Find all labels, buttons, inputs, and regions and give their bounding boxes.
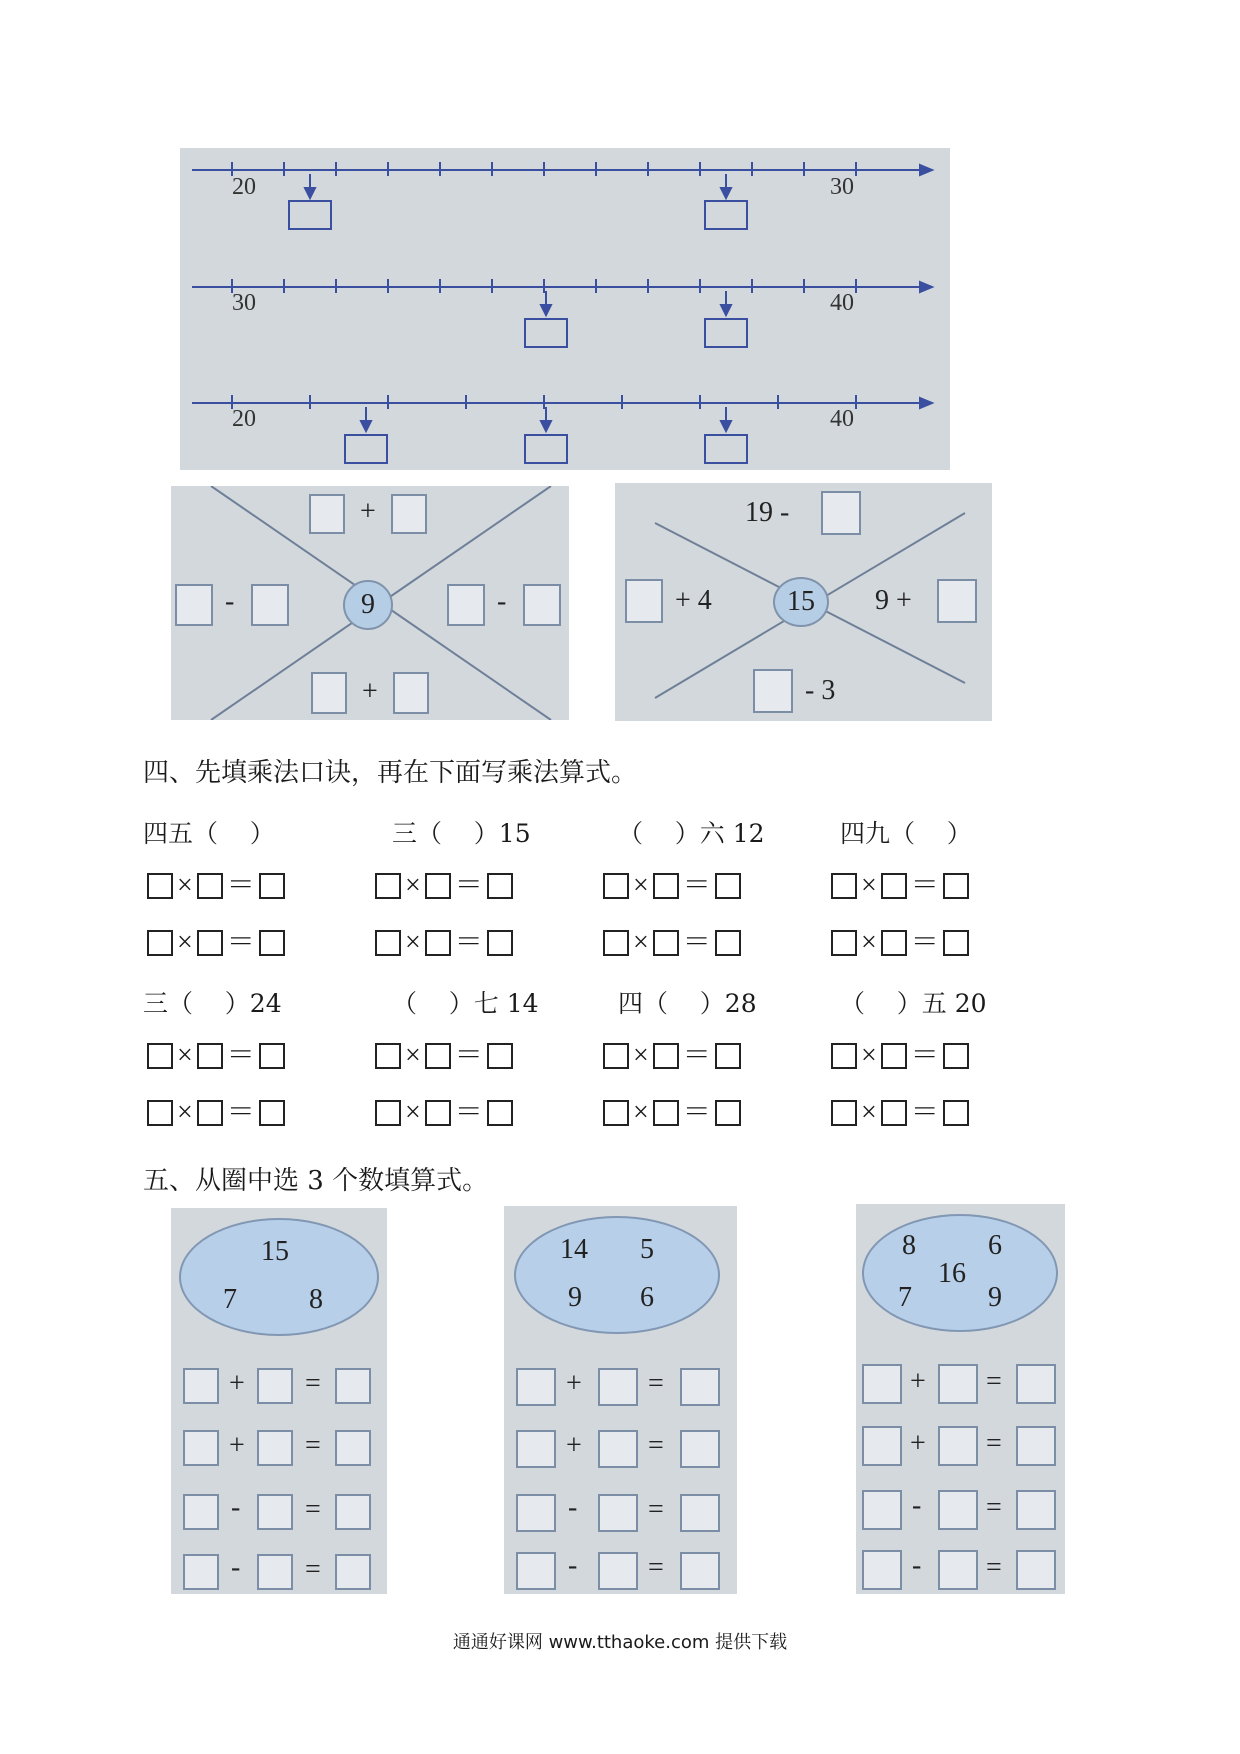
- answer-box[interactable]: [862, 1550, 902, 1590]
- equals-sign: ＝: [226, 1040, 255, 1071]
- answer-box[interactable]: [680, 1494, 720, 1532]
- answer-box[interactable]: [259, 930, 285, 956]
- answer-box[interactable]: [393, 672, 429, 714]
- answer-box[interactable]: [375, 930, 401, 956]
- minus-sign: -: [231, 1492, 241, 1523]
- equals-sign: =: [305, 1430, 321, 1461]
- times-sign: ×: [405, 870, 421, 901]
- multiplication-rhyme-label: 三（ ）24: [143, 989, 282, 1018]
- answer-box[interactable]: [147, 873, 173, 899]
- times-sign: ×: [633, 1097, 649, 1128]
- multiplication-equation: [375, 927, 513, 958]
- answer-box[interactable]: [259, 1100, 285, 1126]
- answer-box[interactable]: [311, 672, 347, 714]
- answer-box[interactable]: [335, 1494, 371, 1530]
- equals-sign: ＝: [682, 927, 711, 958]
- oval-number: 7: [898, 1282, 912, 1313]
- multiplication-rhyme-label: 四（ ）28: [618, 989, 757, 1018]
- star-left-text: + 4: [675, 585, 712, 616]
- answer-box[interactable]: [183, 1494, 219, 1530]
- star-bottom-text: - 3: [805, 675, 836, 706]
- oval-number: 9: [988, 1282, 1002, 1313]
- answer-box[interactable]: [516, 1430, 556, 1468]
- answer-box[interactable]: [831, 873, 857, 899]
- answer-box[interactable]: [598, 1552, 638, 1590]
- answer-box[interactable]: [704, 200, 748, 230]
- answer-box[interactable]: [375, 1043, 401, 1069]
- answer-box[interactable]: [524, 434, 568, 464]
- answer-box[interactable]: [1016, 1550, 1056, 1590]
- multiplication-equation: [147, 927, 285, 958]
- answer-box[interactable]: [1016, 1426, 1056, 1466]
- equals-sign: ＝: [682, 870, 711, 901]
- times-sign: ×: [861, 1097, 877, 1128]
- plus-sign: +: [566, 1368, 582, 1399]
- answer-box[interactable]: [309, 494, 345, 534]
- minus-sign: -: [912, 1550, 922, 1581]
- answer-box[interactable]: [516, 1494, 556, 1532]
- answer-box[interactable]: [862, 1490, 902, 1530]
- minus-sign: -: [497, 586, 507, 617]
- oval-number: 9: [568, 1282, 582, 1313]
- answer-box[interactable]: [753, 669, 793, 713]
- answer-box[interactable]: [175, 584, 213, 626]
- multiplication-equation: [147, 870, 285, 901]
- answer-box[interactable]: [487, 1043, 513, 1069]
- equals-sign: ＝: [226, 1097, 255, 1128]
- answer-box[interactable]: [715, 930, 741, 956]
- answer-box[interactable]: [425, 1100, 451, 1126]
- answer-box[interactable]: [197, 1043, 223, 1069]
- answer-box[interactable]: [603, 1043, 629, 1069]
- equals-sign: ＝: [910, 1097, 939, 1128]
- times-sign: ×: [633, 870, 649, 901]
- oval-number: 6: [640, 1282, 654, 1313]
- answer-box[interactable]: [197, 1100, 223, 1126]
- answer-box[interactable]: [881, 1100, 907, 1126]
- answer-box[interactable]: [1016, 1490, 1056, 1530]
- equals-sign: =: [648, 1494, 664, 1525]
- answer-box[interactable]: [1016, 1364, 1056, 1404]
- multiplication-equation: [603, 927, 741, 958]
- times-sign: ×: [861, 1040, 877, 1071]
- multiplication-equation: [603, 1040, 741, 1071]
- times-sign: ×: [861, 870, 877, 901]
- times-sign: ×: [177, 870, 193, 901]
- answer-box[interactable]: [938, 1364, 978, 1404]
- answer-box[interactable]: [391, 494, 427, 534]
- answer-box[interactable]: [598, 1494, 638, 1532]
- plus-sign: +: [229, 1368, 245, 1399]
- times-sign: ×: [405, 927, 421, 958]
- equals-sign: =: [648, 1552, 664, 1583]
- star-panel-15: [615, 483, 992, 721]
- answer-box[interactable]: [653, 873, 679, 899]
- equals-sign: ＝: [454, 1040, 483, 1071]
- answer-box[interactable]: [680, 1552, 720, 1590]
- multiplication-equation: [831, 1040, 969, 1071]
- multiplication-equation: [831, 870, 969, 901]
- answer-box[interactable]: [147, 1043, 173, 1069]
- answer-box[interactable]: [447, 584, 485, 626]
- oval-number: 14: [560, 1234, 588, 1265]
- multiplication-equation: [603, 870, 741, 901]
- answer-box[interactable]: [147, 1100, 173, 1126]
- answer-box[interactable]: [516, 1552, 556, 1590]
- answer-box[interactable]: [598, 1368, 638, 1406]
- times-sign: ×: [633, 927, 649, 958]
- answer-box[interactable]: [603, 930, 629, 956]
- plus-sign: +: [362, 676, 378, 707]
- multiplication-equation: [831, 927, 969, 958]
- multiplication-equation: [375, 1040, 513, 1071]
- times-sign: ×: [405, 1040, 421, 1071]
- answer-box[interactable]: [375, 1100, 401, 1126]
- answer-box[interactable]: [704, 318, 748, 348]
- times-sign: ×: [177, 927, 193, 958]
- answer-box[interactable]: [938, 1426, 978, 1466]
- answer-box[interactable]: [524, 318, 568, 348]
- oval-number: 5: [640, 1234, 654, 1265]
- times-sign: ×: [405, 1097, 421, 1128]
- equals-sign: =: [305, 1554, 321, 1585]
- oval-number: 7: [223, 1284, 237, 1315]
- answer-box[interactable]: [183, 1368, 219, 1404]
- equals-sign: ＝: [226, 927, 255, 958]
- equals-sign: =: [648, 1430, 664, 1461]
- plus-sign: +: [910, 1428, 926, 1459]
- answer-box[interactable]: [943, 930, 969, 956]
- answer-box[interactable]: [938, 1490, 978, 1530]
- equals-sign: ＝: [910, 927, 939, 958]
- answer-box[interactable]: [147, 930, 173, 956]
- equals-sign: ＝: [226, 870, 255, 901]
- minus-sign: -: [231, 1552, 241, 1583]
- answer-box[interactable]: [183, 1554, 219, 1590]
- line1-start-label: 20: [232, 174, 256, 200]
- line3-end-label: 40: [830, 406, 854, 432]
- star-panel-9: [171, 486, 569, 720]
- answer-box[interactable]: [653, 1043, 679, 1069]
- multiplication-equation: [147, 1097, 285, 1128]
- number-set-panel-2: [504, 1206, 737, 1594]
- equals-sign: ＝: [454, 927, 483, 958]
- answer-box[interactable]: [257, 1494, 293, 1530]
- number-set-panel-3: [856, 1204, 1065, 1594]
- answer-box[interactable]: [487, 1100, 513, 1126]
- answer-box[interactable]: [603, 873, 629, 899]
- oval-number: 6: [988, 1230, 1002, 1261]
- minus-sign: -: [568, 1550, 578, 1581]
- answer-box[interactable]: [257, 1554, 293, 1590]
- minus-sign: -: [225, 586, 235, 617]
- answer-box[interactable]: [425, 1043, 451, 1069]
- answer-box[interactable]: [881, 930, 907, 956]
- equals-sign: ＝: [454, 1097, 483, 1128]
- multiplication-equation: [375, 870, 513, 901]
- number-oval: [514, 1216, 720, 1334]
- answer-box[interactable]: [335, 1368, 371, 1404]
- answer-box[interactable]: [831, 1043, 857, 1069]
- answer-box[interactable]: [881, 1043, 907, 1069]
- answer-box[interactable]: [487, 930, 513, 956]
- star-center-circle: 15: [773, 577, 829, 627]
- answer-box[interactable]: [862, 1364, 902, 1404]
- answer-box[interactable]: [943, 873, 969, 899]
- answer-box[interactable]: [425, 873, 451, 899]
- answer-box[interactable]: [335, 1430, 371, 1466]
- section4-heading: 四、先填乘法口诀，再在下面写乘法算式。: [143, 758, 638, 788]
- equals-sign: ＝: [682, 1097, 711, 1128]
- star-right-text: 9 +: [875, 585, 912, 616]
- times-sign: ×: [177, 1097, 193, 1128]
- answer-box[interactable]: [375, 873, 401, 899]
- multiplication-equation: [147, 1040, 285, 1071]
- section5-heading: 五、从圈中选 3 个数填算式。: [143, 1166, 489, 1196]
- minus-sign: -: [912, 1490, 922, 1521]
- equals-sign: ＝: [910, 870, 939, 901]
- plus-sign: +: [229, 1430, 245, 1461]
- answer-box[interactable]: [257, 1430, 293, 1466]
- oval-number: 8: [902, 1230, 916, 1261]
- line1-end-label: 30: [830, 174, 854, 200]
- multiplication-rhyme-label: （ ）六 12: [618, 819, 765, 848]
- equals-sign: =: [305, 1368, 321, 1399]
- line2-end-label: 40: [830, 290, 854, 316]
- footer-credit: 通通好课网 www.tthaoke.com 提供下载: [452, 1632, 788, 1653]
- answer-box[interactable]: [288, 200, 332, 230]
- answer-box[interactable]: [715, 1043, 741, 1069]
- times-sign: ×: [177, 1040, 193, 1071]
- answer-box[interactable]: [259, 1043, 285, 1069]
- answer-box[interactable]: [653, 930, 679, 956]
- minus-sign: -: [568, 1492, 578, 1523]
- equals-sign: =: [986, 1552, 1002, 1583]
- equals-sign: ＝: [682, 1040, 711, 1071]
- multiplication-equation: [375, 1097, 513, 1128]
- answer-box[interactable]: [603, 1100, 629, 1126]
- multiplication-rhyme-label: （ ）五 20: [840, 989, 987, 1018]
- answer-box[interactable]: [257, 1368, 293, 1404]
- line3-start-label: 20: [232, 406, 256, 432]
- multiplication-rhyme-label: 四九（ ）: [840, 819, 972, 848]
- answer-box[interactable]: [881, 873, 907, 899]
- multiplication-equation: [831, 1097, 969, 1128]
- plus-sign: +: [910, 1366, 926, 1397]
- equals-sign: =: [986, 1492, 1002, 1523]
- answer-box[interactable]: [680, 1368, 720, 1406]
- times-sign: ×: [633, 1040, 649, 1071]
- answer-box[interactable]: [943, 1043, 969, 1069]
- answer-box[interactable]: [598, 1430, 638, 1468]
- multiplication-rhyme-label: 三（ ）15: [392, 819, 531, 848]
- equals-sign: ＝: [454, 870, 483, 901]
- answer-box[interactable]: [862, 1426, 902, 1466]
- answer-box[interactable]: [197, 873, 223, 899]
- answer-box[interactable]: [821, 491, 861, 535]
- answer-box[interactable]: [704, 434, 748, 464]
- answer-box[interactable]: [335, 1554, 371, 1590]
- answer-box[interactable]: [831, 930, 857, 956]
- equals-sign: =: [986, 1428, 1002, 1459]
- multiplication-equation: [603, 1097, 741, 1128]
- answer-box[interactable]: [680, 1430, 720, 1468]
- oval-number: 8: [309, 1284, 323, 1315]
- answer-box[interactable]: [259, 873, 285, 899]
- oval-number: 16: [938, 1258, 966, 1289]
- answer-box[interactable]: [937, 579, 977, 623]
- equals-sign: =: [986, 1366, 1002, 1397]
- equals-sign: =: [305, 1494, 321, 1525]
- number-set-panel-1: [171, 1208, 387, 1594]
- times-sign: ×: [861, 927, 877, 958]
- star-center-circle: 9: [343, 580, 393, 630]
- number-line-panel: [180, 148, 950, 470]
- answer-box[interactable]: [625, 579, 663, 623]
- answer-box[interactable]: [715, 1100, 741, 1126]
- plus-sign: +: [360, 496, 376, 527]
- line2-start-label: 30: [232, 290, 256, 316]
- answer-box[interactable]: [197, 930, 223, 956]
- equals-sign: =: [648, 1368, 664, 1399]
- equals-sign: ＝: [910, 1040, 939, 1071]
- answer-box[interactable]: [523, 584, 561, 626]
- star-top-text: 19 -: [745, 497, 790, 528]
- oval-number: 15: [261, 1236, 289, 1267]
- answer-box[interactable]: [938, 1550, 978, 1590]
- answer-box[interactable]: [653, 1100, 679, 1126]
- answer-box[interactable]: [251, 584, 289, 626]
- multiplication-rhyme-label: （ ）七 14: [392, 989, 539, 1018]
- answer-box[interactable]: [183, 1430, 219, 1466]
- multiplication-rhyme-label: 四五（ ）: [143, 819, 275, 848]
- answer-box[interactable]: [943, 1100, 969, 1126]
- answer-box[interactable]: [831, 1100, 857, 1126]
- answer-box[interactable]: [344, 434, 388, 464]
- answer-box[interactable]: [715, 873, 741, 899]
- answer-box[interactable]: [516, 1368, 556, 1406]
- plus-sign: +: [566, 1430, 582, 1461]
- answer-box[interactable]: [425, 930, 451, 956]
- answer-box[interactable]: [487, 873, 513, 899]
